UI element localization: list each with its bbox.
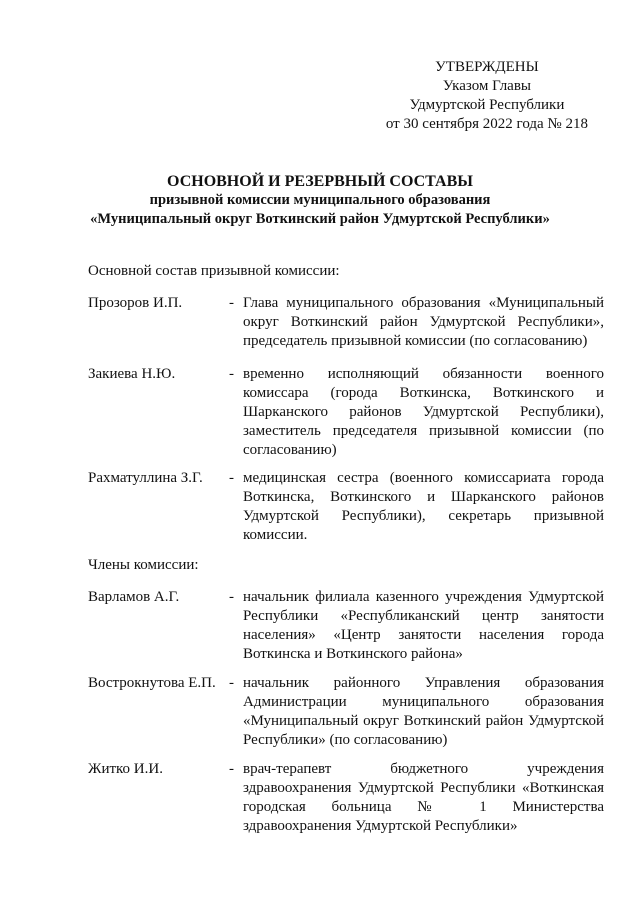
- document-subtitle-1: призывной комиссии муниципального образования: [149, 192, 491, 208]
- member-description: начальник районного Управления образования Администрации муниципального образования «Муниципальный округ Воткинский район Удмуртской Республики» (по согласованию): [243, 675, 604, 748]
- member-dash: -: [229, 761, 234, 777]
- member-dash: -: [229, 470, 234, 486]
- member-name: Варламов А.Г.: [88, 589, 180, 605]
- document-subtitle-2: «Муниципальный округ Воткинский район Удмуртской Республики»: [90, 211, 550, 227]
- member-name: Вострокнутова Е.П.: [88, 675, 216, 691]
- members-section-label: Члены комиссии:: [88, 557, 199, 573]
- document-title-block: [0, 172, 640, 229]
- approval-line-1: УТВЕРЖДЕНЫ: [435, 59, 539, 75]
- member-description: медицинская сестра (военного комиссариата города Воткинска, Воткинского и Шарканского районов Удмуртской Республики), секретарь призывной комиссии.: [243, 470, 604, 543]
- member-description: начальник филиала казенного учреждения Удмуртской Республики «Республиканский центр занятости населения» «Центр занятости населения города Воткинска и Воткинского района»: [243, 589, 604, 662]
- member-description: врач-терапевт бюджетного учреждения здравоохранения Удмуртской Республики «Воткинская городская больница № 1 Министерства здравоохранения Удмуртской Республики»: [243, 761, 604, 834]
- member-description: Глава муниципального образования «Муниципальный округ Воткинский район Удмуртской Республики», председатель призывной комиссии (по согласованию): [243, 295, 604, 349]
- main-section-label: Основной состав призывной комиссии:: [88, 263, 340, 279]
- approval-stamp: [386, 58, 588, 134]
- member-dash: -: [229, 295, 234, 311]
- approval-line-3: Удмуртской Республики: [409, 97, 565, 113]
- approval-line-2: Указом Главы: [442, 78, 532, 94]
- approval-line-4: от 30 сентября 2022 года № 218: [385, 116, 588, 132]
- member-dash: -: [229, 589, 234, 605]
- document-title: ОСНОВНОЙ И РЕЗЕРВНЫЙ СОСТАВЫ: [167, 173, 473, 190]
- member-name: Прозоров И.П.: [88, 295, 183, 311]
- member-dash: -: [229, 675, 234, 691]
- member-name: Житко И.И.: [88, 761, 163, 777]
- member-name: Рахматуллина З.Г.: [88, 470, 203, 486]
- member-name: Закиева Н.Ю.: [88, 366, 176, 382]
- member-description: временно исполняющий обязанности военного комиссара (города Воткинска, Воткинского и Шарканского районов Удмуртской Республики), заместитель председателя призывной комиссии (по согласованию): [243, 366, 604, 458]
- member-dash: -: [229, 366, 234, 382]
